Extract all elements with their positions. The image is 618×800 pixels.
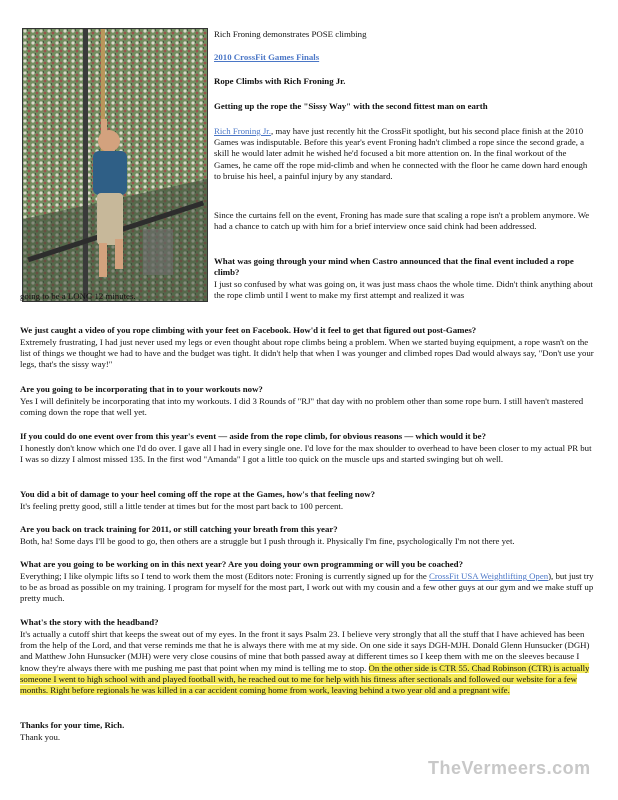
closing-thanks: Thanks for your time, Rich. xyxy=(20,720,125,730)
games-finals-link-line xyxy=(214,52,594,63)
closing-reply: Thank you. xyxy=(20,732,61,742)
answer-next-year-b: ), but just try to be as broad as possible on my training. I program for myself for the most part, I work out with my cousin and a few other guys at our gym and we make stuff up pretty much. xyxy=(20,571,594,604)
followup-paragraph: Since the curtains fell on the event, Froning has made sure that scaling a rope isn't a problem anymore. We had a chance to catch up with him for a brief interview once said chink had been addressed. xyxy=(214,210,590,232)
question-castro: What was going through your mind when Castro announced that the final event included a rope climb? xyxy=(214,256,574,278)
question-event-redo: If you could do one event over from this year's event — aside from the rope climb, for obvious reasons — which would it be? xyxy=(20,431,486,441)
question-headband: What's the story with the headband? xyxy=(20,617,159,627)
answer-training-2011: Both, ha! Some days I'll be good to go, then others are a struggle but I push through it. Physically I'm fine, psychologically I'm not there yet. xyxy=(20,536,515,546)
intro-paragraph xyxy=(214,126,594,182)
highlighted-passage: On the other side is CTR 55. Chad Robinson (CTR) is actually someone I went to high school with and played football with, he reached out to me for help with his fitness after sectionals and followed our website for a few months. Right before regionals he was killed in a car accident coming home from work, leaving behind a two year old and a pregnant wife. xyxy=(20,662,590,696)
answer-headband xyxy=(20,629,596,696)
answer-event-redo: I honestly don't know which one I'd do over. I gave all I had in every single one. I'd love for the max shoulder to overhead to have been closer to my actual PR but I was so dizzy I almost missed 135. In the first wod "Amanda" I got a little too quick on the muscle ups and started swinging but oh well. xyxy=(20,443,592,465)
question-next-year: What are you going to be working on in this next year? Are you doing your own programming or will you be coached? xyxy=(20,559,463,569)
games-finals-link[interactable]: 2010 CrossFit Games Finals xyxy=(214,52,320,62)
question-training-2011: Are you back on track training for 2011, or still catching your breath from this year? xyxy=(20,524,338,534)
intro-text: , may have just recently hit the CrossFit spotlight, but his second place finish at the 2010 Games was indisputable. Before this year's event Froning hadn't climbed a rope since the second grade, a skill he would later admit he wished he'd focused a bit more attention on. In the final workout of the Games, he came off the rope mid-climb and when he connected with the floor he came down hard enough to bruise his heel, a painful injury by any standard. xyxy=(214,126,588,181)
question-heel: You did a bit of damage to your heel coming off the rope at the Games, how's that feeling now? xyxy=(20,489,375,499)
question-incorporating: Are you going to be incorporating that in to your workouts now? xyxy=(20,384,263,394)
answer-next-year xyxy=(20,571,596,605)
answer-castro-a: I just so confused by what was going on, it was just mass chaos the whole time. Didn't think anything about the rope climb until I went to make my first attempt and realized it was xyxy=(214,279,593,301)
answer-castro-b: going to be a LONG 12 minutes. xyxy=(20,291,136,301)
answer-facebook-video: Extremely frustrating, I had just never used my legs or even thought about rope climbs being a problem. When we started buying equipment, a rope wasn't on the list of things we thought we had to have and the budget was tight. It didn't help that when I was younger and climbed ropes Dad would always say, "Don't use your legs, that's the sissy way!" xyxy=(20,337,594,370)
photo-caption: Rich Froning demonstrates POSE climbing xyxy=(214,29,367,39)
weightlifting-open-link[interactable]: CrossFit USA Weightlifting Open xyxy=(429,571,549,581)
answer-next-year-a: Everything; I like olympic lifts so I tend to work them the most (Editors note: Froning is currently signed up for the xyxy=(20,571,429,581)
rope-climb-photo xyxy=(22,28,208,302)
photo-illustration xyxy=(23,29,207,301)
answer-incorporating: Yes I will definitely be incorporating that into my workouts. I did 3 Rounds of "RJ" that day with no problem other than some rope burn. I still haven't mastered coming down the rope that well yet. xyxy=(20,396,584,418)
article-subtitle: Getting up the rope the "Sissy Way" with the second fittest man on earth xyxy=(214,101,488,111)
question-facebook-video: We just caught a video of you rope climbing with your feet on Facebook. How'd it feel to get that figured out post-Games? xyxy=(20,325,477,335)
answer-heel: It's feeling pretty good, still a little tender at times but for the most part back to 100 percent. xyxy=(20,501,344,511)
article-title: Rope Climbs with Rich Froning Jr. xyxy=(214,76,346,86)
answer-headband-text: It's actually a cutoff shirt that keeps the sweat out of my eyes. In the front it says Psalm 23. I believe very strongly that all the stuff that I have achieved has been from the help of the Lord, and that verse reminds me that he is always there with me at my side. On one side it says DGH-MJH. Donald Glenn Hunsucker (DGH) and Matthew John Hunsucker (MJH) were very close cousins of mine that both passed away at different times so I keep them with me on the sleeves because I know they're always there with me pushing me past that point when my mind is telling me to stop. xyxy=(20,629,590,673)
rich-froning-link[interactable]: Rich Froning Jr. xyxy=(214,126,271,136)
site-watermark: TheVermeers.com xyxy=(428,758,591,778)
